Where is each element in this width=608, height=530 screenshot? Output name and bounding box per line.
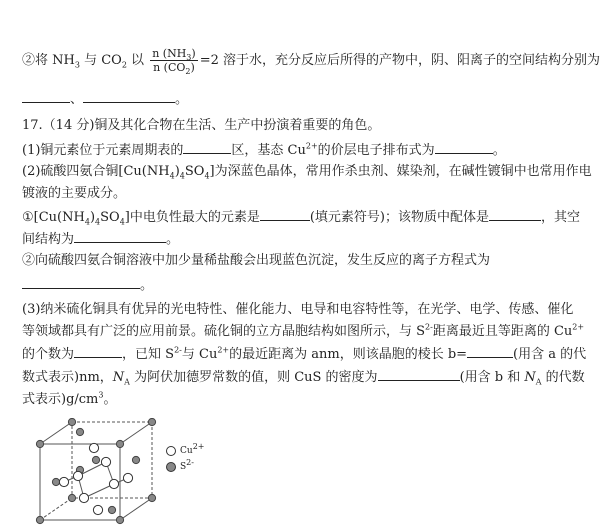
q17-part3-line3: 的个数为 ，已知 $S^{2-}$与 $Cu^{2+}$的最近距离为 anm，则该晶胞的棱长 b= (用含 a 的代 [22, 345, 587, 362]
q17-part3-line1: (3)纳米硫化铜具有优异的光电特性、催化能力、电导和电容特性等，在光学、电学、传感、催化 [22, 302, 574, 317]
q16-answer-line: 、 。 [22, 90, 188, 109]
answer-blank-block[interactable] [183, 141, 231, 154]
cu-atom [59, 477, 68, 486]
cu-atom [109, 479, 118, 488]
s-atom [76, 428, 83, 435]
s-atom [68, 418, 75, 425]
q16-text-mid2: 以 [126, 53, 145, 68]
sub-3: 3 [74, 60, 80, 70]
cu-atom [123, 473, 132, 482]
s-atom [36, 440, 43, 447]
s-atom [116, 516, 123, 523]
answer-blank-count[interactable] [74, 345, 122, 358]
cu-atom [93, 505, 102, 514]
s-atom [108, 506, 115, 513]
q16-item2-line [22, 47, 600, 77]
blank-separator: 、 [70, 92, 84, 107]
s-ion-icon [166, 462, 176, 472]
q17-part1: (1)铜元素位于元素周期表的 区，基态 $Cu^{2+}$的价层电子排布式为 。 [22, 141, 506, 158]
q17-part3-line2: 等领域都具有广泛的应用前景。硫化铜的立方晶胞结构如图所示，与 $S^{2-}$距离最近且等距离的 $Cu^{2+}$ [22, 322, 585, 339]
q17-part2-ii-answer: 。 [22, 276, 153, 295]
sub-2: 2 [121, 60, 127, 70]
q17-part2-line1: (2)硫酸四氨合铜$[Cu(NH_4)_4SO_4]$为深蓝色晶体，常用作杀虫剂、媒染剂，在碱性镀铜中也常用作电 [22, 164, 592, 181]
q17-part2-i-line2: 间结构为 。 [22, 232, 180, 247]
s-atom [52, 478, 59, 485]
answer-blank-ligand[interactable] [489, 208, 541, 221]
s-atom [148, 494, 155, 501]
answer-blank-structure[interactable] [74, 230, 166, 243]
cu-atom [73, 471, 82, 480]
legend-s: $S^{2-}$ [166, 462, 194, 472]
q17-part2-ii: ②向硫酸四氨合铜溶液中加少量稀盐酸会出现蓝色沉淀，发生反应的离子方程式为 [22, 253, 491, 268]
cu-atom [79, 493, 88, 502]
s-atom [132, 456, 139, 463]
answer-blank-equation[interactable] [22, 276, 140, 289]
cu-ion-icon [166, 446, 176, 456]
q17-part3-line5: 式表示)$g/cm^3$。 [22, 390, 117, 407]
s-atom [148, 418, 155, 425]
answer-blank-cation[interactable] [83, 90, 175, 103]
s-atom [68, 494, 75, 501]
ratio-fraction [150, 47, 197, 77]
q17-part2-line2: 镀液的主要成分。 [22, 186, 127, 201]
q16-text-prefix: ②将 NH [22, 53, 75, 68]
cu-atom [89, 443, 98, 452]
fraction-denominator: n $(CO_2)$ [153, 61, 195, 77]
answer-blank-element[interactable] [260, 208, 310, 221]
s-atom [92, 456, 99, 463]
q17-part2-i: $①[Cu(NH_4)_4SO_4]$中电负性最大的元素是 (填元素符号)；该物质中配体是 ，其空 [22, 210, 581, 227]
cu-atom [101, 457, 110, 466]
q17-part3-line4: 数式表示)nm，$N_A$ 为阿伏加德罗常数的值，则 CuS 的密度为 (用含 b 和 $N_A$ 的代数 [22, 370, 585, 387]
answer-blank-anion[interactable] [22, 90, 70, 103]
q16-text-mid1: 与 CO [79, 53, 122, 68]
fraction-numerator: n $(NH_3)$ [152, 47, 196, 63]
answer-blank-config[interactable] [435, 141, 493, 154]
s-atom [116, 440, 123, 447]
answer-blank-edge-length[interactable] [467, 345, 513, 358]
cus-unit-cell-figure [28, 418, 178, 526]
s-atom [36, 516, 43, 523]
answer-blank-density[interactable] [378, 368, 460, 381]
legend-cu: $Cu^{2+}$ [166, 446, 204, 456]
unit-cell-edges [40, 422, 152, 520]
q17-title: 17.（14 分)铜及其化合物在生活、生产中扮演着重要的角色。 [22, 118, 381, 133]
q16-text-suffix: =2 溶于水，充分反应后所得的产物中，阴、阳离子的空间结构分别为 [199, 53, 600, 68]
